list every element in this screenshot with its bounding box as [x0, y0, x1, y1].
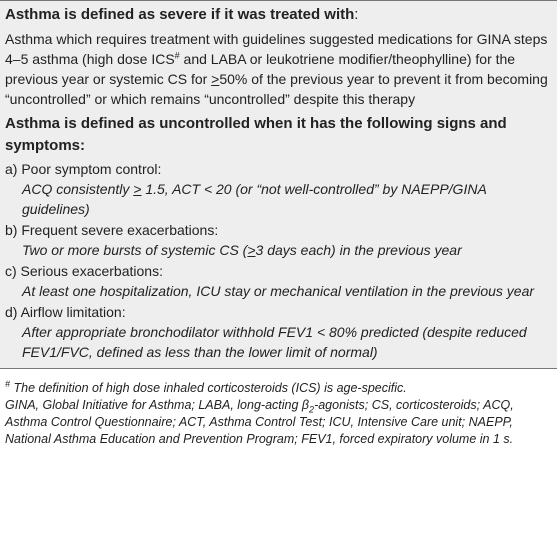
- severe-asthma-definition: [5, 29, 549, 109]
- severe-text-part3: 50% of the previous year to prevent it from becoming “uncontrolled” or which remains “uncontrolled” despite this therapy: [5, 71, 548, 107]
- criterion-item: [5, 220, 549, 260]
- criterion-detail: [5, 240, 549, 260]
- abbrev-part2: -agonists; CS, corticosteroids; ACQ, Asthma Control Questionnaire; ACT, Asthma Control Test; ICU, Intensive Care unit; NAEPP, National Asthma Education and Prevention Program; FEV1, forced expiratory volume in 1 s.: [5, 398, 514, 446]
- criterion-detail-part1: At least one hospitalization, ICU stay or mechanical ventilation in the previous year: [22, 283, 535, 299]
- criterion-detail-part2: 3 days each) in the previous year: [255, 242, 462, 258]
- criterion-ge-symbol: >: [133, 181, 142, 197]
- criterion-item: [5, 159, 549, 219]
- uncontrolled-asthma-heading: Asthma is defined as uncontrolled when it has the following signs and symptoms:: [5, 115, 507, 154]
- criterion-detail-part2: 1.5, ACT < 20 (or “not well-controlled” by NAEPP/GINA guidelines): [22, 181, 487, 217]
- severe-text-part2: and LABA or leukotriene modifier/theophylline) for the previous year or systemic CS for: [5, 51, 516, 87]
- footnote-abbreviations: [5, 397, 553, 448]
- footnote-mark: #: [5, 378, 11, 389]
- criterion-title: a) Poor symptom control:: [5, 161, 162, 177]
- criterion-detail: [5, 322, 549, 362]
- table-footnotes: [0, 369, 553, 448]
- criterion-title: c) Serious exacerbations:: [5, 263, 163, 279]
- criterion-detail: [5, 179, 549, 219]
- criterion-detail-part1: ACQ consistently: [22, 181, 134, 197]
- severe-heading-colon: :: [354, 6, 359, 23]
- severe-text-part1: Asthma which requires treatment with guidelines suggested medications for GINA steps 4–5 asthma (high dose ICS: [5, 31, 548, 67]
- severe-ge-symbol: >: [211, 71, 220, 87]
- beta-subscript: 2: [309, 404, 315, 415]
- severe-asthma-heading: [5, 5, 549, 25]
- criterion-item: [5, 302, 549, 362]
- criterion-title: d) Airflow limitation:: [5, 304, 126, 320]
- uncontrolled-criteria-list: [5, 159, 549, 362]
- criterion-ge-symbol: >: [247, 242, 256, 258]
- abbrev-part1: GINA, Global Initiative for Asthma; LABA, long-acting β: [5, 398, 310, 412]
- criterion-title: b) Frequent severe exacerbations:: [5, 222, 219, 238]
- footnote-ics-text: The definition of high dose inhaled corticosteroids (ICS) is age-specific.: [10, 381, 407, 395]
- criterion-detail-part1: Two or more bursts of systemic CS (: [22, 242, 248, 258]
- criterion-detail-part1: After appropriate bronchodilator withhold FEV1 < 80% predicted (despite reduced FEV1/FVC, defined as less than the lower limit of normal): [22, 324, 527, 360]
- footnote-ics: [5, 380, 553, 397]
- severe-footnote-mark: #: [174, 50, 180, 61]
- criterion-item: [5, 261, 549, 301]
- criterion-detail: [5, 281, 549, 301]
- severe-heading-text: Asthma is defined as severe if it was treated with: [5, 6, 355, 23]
